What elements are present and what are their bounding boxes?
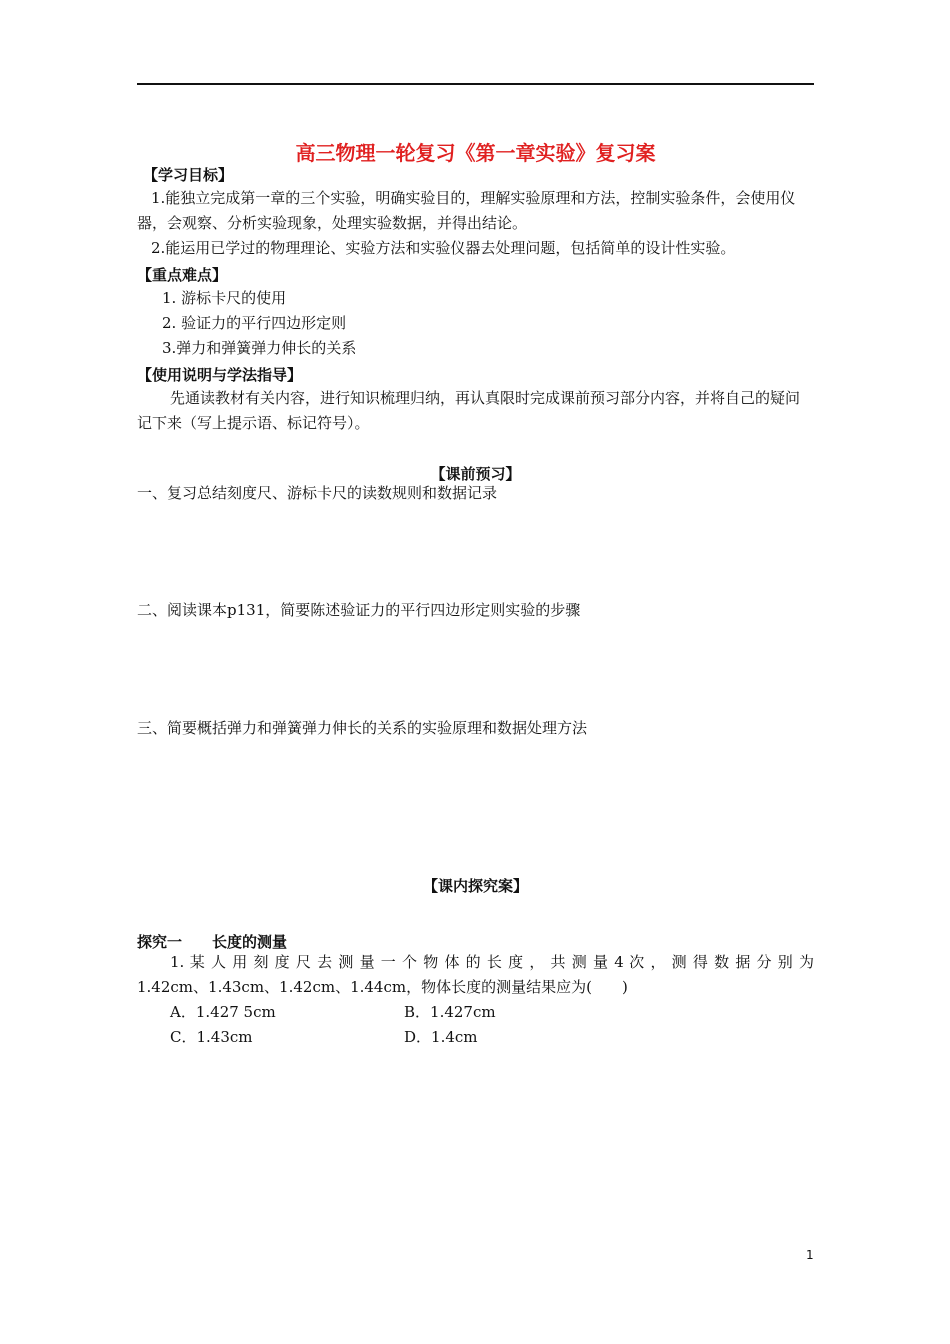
question-line-1: 1. 某 人 用 刻 度 尺 去 测 量 一 个 物 体 的 长 度 ， 共 测 量 4 次 ， 测 得 数 据 分 别 为 [170, 953, 814, 971]
preview-question-1: 一、复习总结刻度尺、游标卡尺的读数规则和数据记录 [137, 484, 498, 502]
header-rule [137, 83, 814, 85]
option-b: B．1.427cm [404, 1003, 496, 1021]
key-points-heading: 【重点难点】 [137, 266, 228, 284]
document-title: 高三物理一轮复习《第一章实验》复习案 [295, 141, 656, 165]
objective-item-2: 2.能运用已学过的物理理论、实验方法和实验仪器去处理问题，包括简单的设计性实验。 [151, 239, 736, 257]
option-c: C．1.43cm [170, 1028, 253, 1046]
page-number: 1 [806, 1248, 814, 1262]
preview-heading: 【课前预习】 [430, 465, 521, 483]
preview-question-3: 三、简要概括弹力和弹簧弹力伸长的关系的实验原理和数据处理方法 [137, 719, 588, 737]
objectives-heading: 【学习目标】 [143, 166, 234, 184]
inquiry-section-title: 探究一 长度的测量 [137, 933, 288, 951]
key-point-item-2: 2. 验证力的平行四边形定则 [162, 314, 347, 332]
option-d: D．1.4cm [404, 1028, 478, 1046]
usage-text: 先通读教材有关内容，进行知识梳理归纳，再认真限时完成课前预习部分内容，并将自己的疑问记下来（写上提示语、标记符号）。 [137, 389, 801, 432]
key-point-item-1: 1. 游标卡尺的使用 [162, 289, 287, 307]
usage-heading: 【使用说明与学法指导】 [137, 366, 303, 384]
option-a: A．1.427 5cm [170, 1003, 276, 1021]
inquiry-heading: 【课内探究案】 [422, 877, 528, 895]
preview-question-2: 二、阅读课本p131，简要陈述验证力的平行四边形定则实验的步骤 [137, 601, 581, 619]
key-point-item-3: 3.弹力和弹簧弹力伸长的关系 [162, 339, 357, 357]
objective-item-1: 1.能独立完成第一章的三个实验，明确实验目的，理解实验原理和方法，控制实验条件，会使用仪器，会观察、分析实验现象，处理实验数据，并得出结论。 [137, 189, 796, 232]
question-line-2: 1.42cm、1.43cm、1.42cm、1.44cm，物体长度的测量结果应为( ) [137, 978, 628, 996]
